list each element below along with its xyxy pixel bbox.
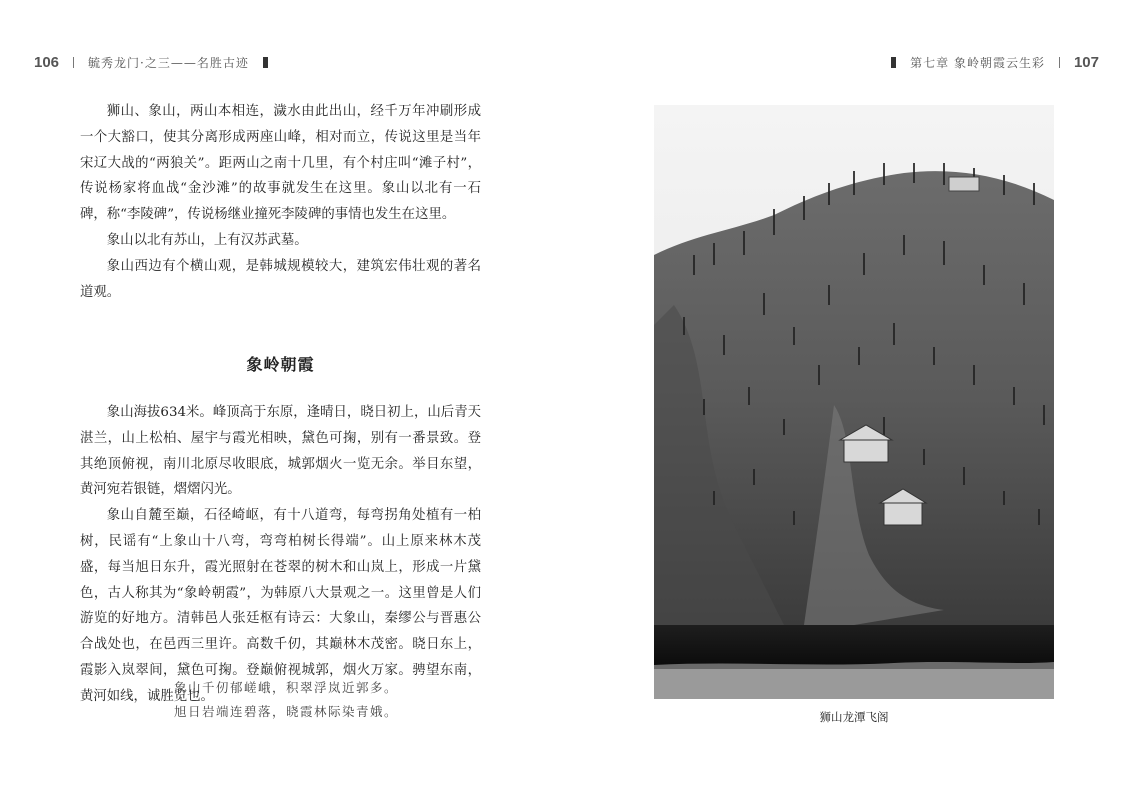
left-page [0, 0, 566, 799]
poem-line: 旭日岩端连碧落，晓霞林际染青娥。 [174, 704, 399, 719]
header-marker [263, 57, 268, 68]
divider [73, 57, 74, 68]
running-head-left [34, 54, 282, 71]
paragraph: 象山西边有个横山观，是韩城规模较大，建筑宏伟壮观的著名道观。 [80, 258, 481, 300]
paragraph: 象山以北有苏山，上有汉苏武墓。 [106, 232, 308, 248]
page-number: 107 [1073, 54, 1099, 71]
mountain-photo [654, 105, 1054, 699]
paragraph: 象山海拔634米。峰顶高于东原，逢晴日，晓日初上，山后青天湛兰，山上松柏、屋宇与霞光相映，黛色可掬，别有一番景致。登其绝顶俯视，南川北原尽收眼底，城郭烟火一览无余。举目东望，黄河宛若银链，熠熠闪光。 [80, 405, 481, 498]
divider [1059, 57, 1060, 68]
section-heading: 象岭朝霞 [246, 355, 315, 374]
page-number: 106 [34, 54, 60, 71]
running-title: 第七章 象岭朝霞云生彩 [910, 56, 1045, 70]
poem-line: 象山千仞郁嵯峨，积翠浮岚近郭多。 [174, 680, 399, 695]
body-text-bottom [80, 400, 481, 710]
running-title: 毓秀龙门·之三——名胜古迹 [88, 56, 249, 70]
photo-caption: 狮山龙潭飞阁 [819, 712, 889, 724]
body-text-top [80, 99, 481, 305]
paragraph: 狮山、象山，两山本相连，濊水由此出山，经千万年冲刷形成一个大豁口，使其分离形成两座山峰，相对而立，传说这里是当年宋辽大战的“两狼关”。距两山之南十几里，有个村庄叫“滩子村”，传说杨家将血战“金沙滩”的故事就发生在这里。象山以北有一石碑，称“李陵碑”，传说杨继业撞死李陵碑的事情也发生在这里。 [80, 104, 481, 223]
right-page [566, 0, 1133, 799]
header-marker [891, 57, 896, 68]
paragraph: 象山自麓至巅，石径崎岖，有十八道弯，每弯拐角处植有一柏树，民谣有“上象山十八弯，弯弯柏树长得端”。山上原来林木茂盛，每当旭日东升，霞光照射在苍翠的树木和山岚上，形成一片黛色，古人称其为“象岭朝霞”，为韩原八大景观之一。这里曾是人们游览的好地方。清韩邑人张廷枢有诗云：大象山，秦缪公与晋惠公合战处也，在邑西三里许。高数千仞，其巅林木茂密。晓日东上，霞影入岚翠间，黛色可掬。登巅俯视城郭，烟火万家。骋望东南，黄河如线，诚胜览也。 [80, 508, 481, 704]
poem [174, 676, 398, 724]
running-head-right [877, 54, 1099, 71]
